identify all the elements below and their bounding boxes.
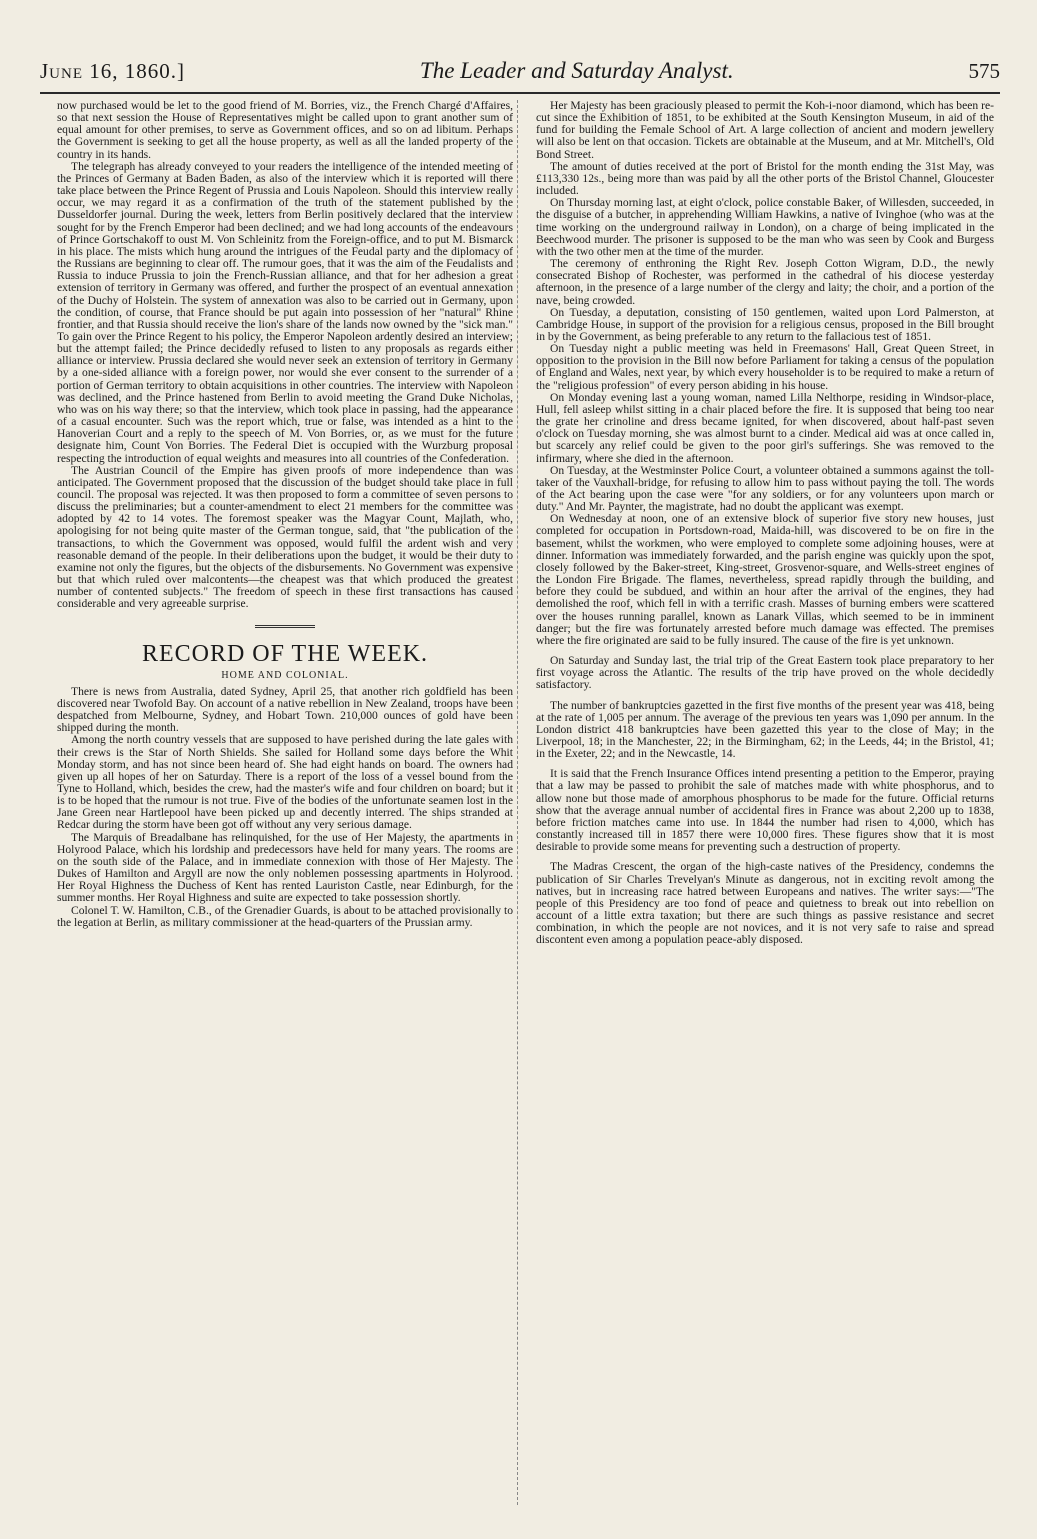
section-separator — [255, 625, 315, 630]
right-paragraph-13: The Madras Crescent, the organ of the high-caste natives of the Presidency, condemns the publication of Sir Charles Trevelyan's Minute as dangerous, not in exciting revolt among the natives, but in increasing race hatred between Europeans and natives. The writer says:—"The people of this Presidency are too fond of peace and quietness to break out into rebellion on account of a little extra taxation; but there are such things as passive resistance and secret combination, in which the people are not novices, and it is not very safe to raise and spread discontent even among a population peace-ably disposed. — [536, 860, 994, 947]
right-paragraph-4: The ceremony of enthroning the Right Rev. Joseph Cotton Wigram, D.D., the newly consecrated Bishop of Rochester, was performed in the cathedral of his diocese yesterday afternoon, in the presence of a large number of the clergy and laity; the choir, and a portion of the nave, being crowded. — [536, 257, 994, 307]
issue-date: June 16, 1860.] — [40, 59, 185, 83]
right-paragraph-2: The amount of duties received at the port of Bristol for the month ending the 31st May, was £113,330 12s., being more than was paid by all the other ports of the Bristol Channel, Gloucester included. — [536, 159, 994, 198]
left-paragraph-3: The Austrian Council of the Empire has given proofs of more independence than was anticipated. The Government proposed that the discussion of the budget should take place in full council. The proposal was rejected. It was then proposed to form a committee of seven persons to discuss the preliminaries; but a counter-amendment to elect 21 members for the committee was adopted by 42 to 14 votes. The foremost speaker was the Magyar Count, Majlath, who, apologising for not being quite master of the German tongue, said, that "the publication of the transactions, to which the Government was opposed, would fulfil the ardent wish and very reasonable demand of the people. In their deliberations upon the budget, it would be their duty to examine not only the figures, but the objects of the disbursements. No Government was expensive but that which ruled over malcontents—the cheapest was that which produced the greatest number of contented subjects." The freedom of speech in these first transactions has caused considerable and very agreeable surprise. — [57, 463, 513, 611]
left-paragraph-1: now purchased would be let to the good friend of M. Borries, viz., the French Chargé d'Affaires, so that next session the House of Representatives might be called upon to grant another sum of equal amount for other premises, to serve as Government offices, and so on ad libitum. Perhaps the Government is seeking to get all the house property, as well as all the landed property of the country in its hands. — [57, 100, 513, 161]
right-paragraph-3: On Thursday morning last, at eight o'clock, police constable Baker, of Willesden, succeeded, in the disguise of a butcher, in apprehending William Hawkins, a native of Ivinghoe (who was at the time working on the underground railway in London), on a charge of being implicated in the Beechwood murder. The prisoner is supposed to be the man who was seen by Cook and Burgess with the two other men at the time of the murder. — [536, 196, 994, 258]
column-divider — [517, 100, 518, 1505]
left-column — [57, 100, 513, 1505]
left-paragraph-7: Colonel T. W. Hamilton, C.B., of the Grenadier Guards, is about to be attached provisionally to the legation at Berlin, as military commissioner at the head-quarters of the Prussian army. — [57, 903, 513, 929]
masthead — [40, 58, 1000, 92]
right-paragraph-10: On Saturday and Sunday last, the trial trip of the Great Eastern took place preparatory to her first voyage across the Atlantic. The results of the trip have proved on the whole decidedly satisfactory. — [536, 654, 994, 692]
section-title: RECORD OF THE WEEK. — [141, 640, 429, 667]
section-subtitle: HOME AND COLONIAL. — [221, 669, 349, 681]
right-paragraph-12: It is said that the French Insurance Offices intend presenting a petition to the Emperor, praying that a law may be passed to prohibit the sale of matches made with white phosphorus, and to allow none but those made of amorphous phosphorus to be made for the future. Official returns show that the average annual number of accidental fires in France was about 2,200 up to 1838, before friction matches came into use. In 1844 the number had risen to 4,000, which has constantly increased till in 1857 there were 10,000 fires. These figures show that it is most desirable to provide some means for preventing such a destruction of property. — [536, 767, 994, 854]
left-paragraph-4: There is news from Australia, dated Sydney, April 25, that another rich goldfield has been discovered near Twofold Bay. On account of a native rebellion in New Zealand, troops have been despatched from Melbourne, Sydney, and Hobart Town. 210,000 ounces of gold have been shipped during the month. — [57, 684, 513, 735]
right-paragraph-11: The number of bankruptcies gazetted in the first five months of the present year was 418, being at the rate of 1,005 per annum. The average of the previous ten years was 1,090 per annum. In the London district 418 bankruptcies have been gazetted this year to the close of May; in the Liverpool, 18; in the Manchester, 22; in the Birmingham, 62; in the Leeds, 44; in the Bristol, 41; in the Exeter, 22; and in the Newcastle, 14. — [536, 698, 994, 761]
right-paragraph-7: On Monday evening last a young woman, named Lilla Nelthorpe, residing in Windsor-place, Hull, fell asleep whilst sitting in a chair placed before the fire. It is supposed that being too near the grate her crinoline and dress became ignited, for when discovered, about half-past seven o'clock on Tuesday morning, she was almost burnt to a cinder. Medical aid was at once called in, but scarcely any relief could be given to the poor girl's sufferings. She was removed to the infirmary, where she died in the afternoon. — [536, 390, 994, 465]
left-paragraph-5: Among the north country vessels that are supposed to have perished during the late gales with their crews is the Star of North Shields. She sailed for Holland some days before the Whit Monday storm, and has not since been heard of. She had eight hands on board. The owners had given up all hopes of her on Saturday. There is a report of the loss of a vessel bound from the Tyne to Holland, which, besides the crew, had the master's wife and four children on board; but it is to be hoped that the rumour is not true. Five of the bodies of the unfortunate seamen lost in the Jane Green near Hartlepool have been picked up and decently interred. The ships stranded at Redcar during the storm have been got off without any very serious damage. — [57, 733, 513, 832]
masthead-rule — [40, 92, 1000, 94]
right-paragraph-6: On Tuesday night a public meeting was held in Freemasons' Hall, Great Queen Street, in opposition to the provision in the Bill now before Parliament for taking a census of the population of England and Wales, next year, by which every householder is to be required to make a return of the "religious profession" of every person abiding in his house. — [536, 342, 994, 392]
publication-title: The Leader and Saturday Analyst. — [419, 58, 734, 83]
left-paragraph-2: The telegraph has already conveyed to your readers the intelligence of the intended meeting of the Princes of Germany at Baden Baden, as also of the interview which it is reported will there take place between the Prince Regent of Prussia and Louis Napoleon. Should this interview really occur, we may regard it as a confirmation of the truth of the statement published by the Dusseldorfer journal. During the week, letters from Berlin positively declared that the interview sought for by the French Emperor had been declined; and we had long accounts of the endeavours of Prince Gortschakoff to oust M. Von Schleinitz from the Foreign-office, and to put M. Bismarck in his place. The mists which hung around the intrigues of the Feudal party and the diplomacy of the Russians are beginning to clear off. The rumour goes, that it was the aim of the Feudalists and Russia to induce Prussia to join the French-Russian alliance, and that for her adhesion a great extension of territory in Germany was offered, and further the prospect of an eventual annexation of the Duchy of Holstein. The system of annexation was also to be carried out in Germany, upon the condition, of course, that France should be put again into possession of her "natural" Rhine frontier, and that Russia should receive the lion's share of the lands now owned by the "sick man." To gain over the Prince Regent to his policy, the Emperor Napoleon ardently desired an interview; but the attempt failed; the Prince decidedly refused to listen to any proposals as regards either alliance or interview. Prussia declared she would never seek an extension of territory in Germany by a one-sided alliance with a foreign power, nor would she ever consent to the surrender of a portion of German territory to obtain acquisitions in other countries. The interview with Napoleon was declined, and the Prince hastened from Berlin to avoid meeting the Grand Duke Nicholas, who was on his way there; so that the interview, which took place in passing, had the appearance of a casual encounter. Such was the report which, true or false, was intended as a hint to the Hanoverian Court and a reply to the speech of M. Von Borries, or, as we must for the future designate him, Count Von Borries. The Federal Diet is occupied with the Wurzburg proposal respecting the introduction of equal weights and measures into all countries of the Confederation. — [57, 159, 513, 465]
right-paragraph-8: On Tuesday, at the Westminster Police Court, a volunteer obtained a summons against the toll-taker of the Vauxhall-bridge, for refusing to allow him to pass without paying the toll. The words of the Act bearing upon the case were "for any soldiers, or for any volunteers upon march or duty." And Mr. Paynter, the magistrate, had no doubt the applicant was exempt. — [536, 463, 994, 514]
right-paragraph-5: On Tuesday, a deputation, consisting of 150 gentlemen, waited upon Lord Palmerston, at Cambridge House, in support of the provision for a religious census, proposed in the Bill brought in by the Government, as being preferable to any return to the fallacious test of 1851. — [536, 305, 994, 343]
right-column — [536, 100, 994, 1505]
page-number: 575 — [968, 59, 1000, 83]
right-paragraph-9: On Wednesday at noon, one of an extensive block of superior five story new houses, just completed for occupation in Portsdown-road, Maida-hill, was discovered to be on fire in the basement, whilst the workmen, who were employed to complete some adjoining houses, were at dinner. Information was immediately forwarded, and the parish engine was quickly upon the spot, closely followed by the Baker-street, King-street, Grosvenor-square, and Wells-street engines of the London Fire Brigade. The flames, nevertheless, spread rapidly through the building, and before they could be subdued, and within an hour after the arrival of the engines, they had demolished the roof, which fell in with a terrific crash. Masses of burning embers were scattered over the houses running parallel, known as Lanark Villas, which seemed to be in imminent danger; but the fire was fortunately arrested before much damage was effected. The premises where the fire originated are said to be fully insured. The cause of the fire is yet unknown. — [536, 512, 994, 647]
left-paragraph-6: The Marquis of Breadalbane has relinquished, for the use of Her Majesty, the apartments in Holyrood Palace, which his lordship and predecessors have held for many years. The rooms are on the south side of the Palace, and in immediate connexion with those of Her Majesty. The Dukes of Hamilton and Argyll are now the only noblemen possessing apartments in Holyrood. Her Royal Highness the Duchess of Kent has rented Lauriston Castle, near Edinburgh, for the summer months. Her Royal Highness and suite are expected to take possession shortly. — [57, 830, 513, 905]
right-paragraph-1: Her Majesty has been graciously pleased to permit the Koh-i-noor diamond, which has been re-cut since the Exhibition of 1851, to be exhibited at the South Kensington Museum, in aid of the fund for building the Female School of Art. A large collection of ancient and modern jewellery will also be lent on that occasion. Tickets are obtainable at the Museum, and at Mr. Mitchell's, Old Bond Street. — [536, 100, 994, 161]
